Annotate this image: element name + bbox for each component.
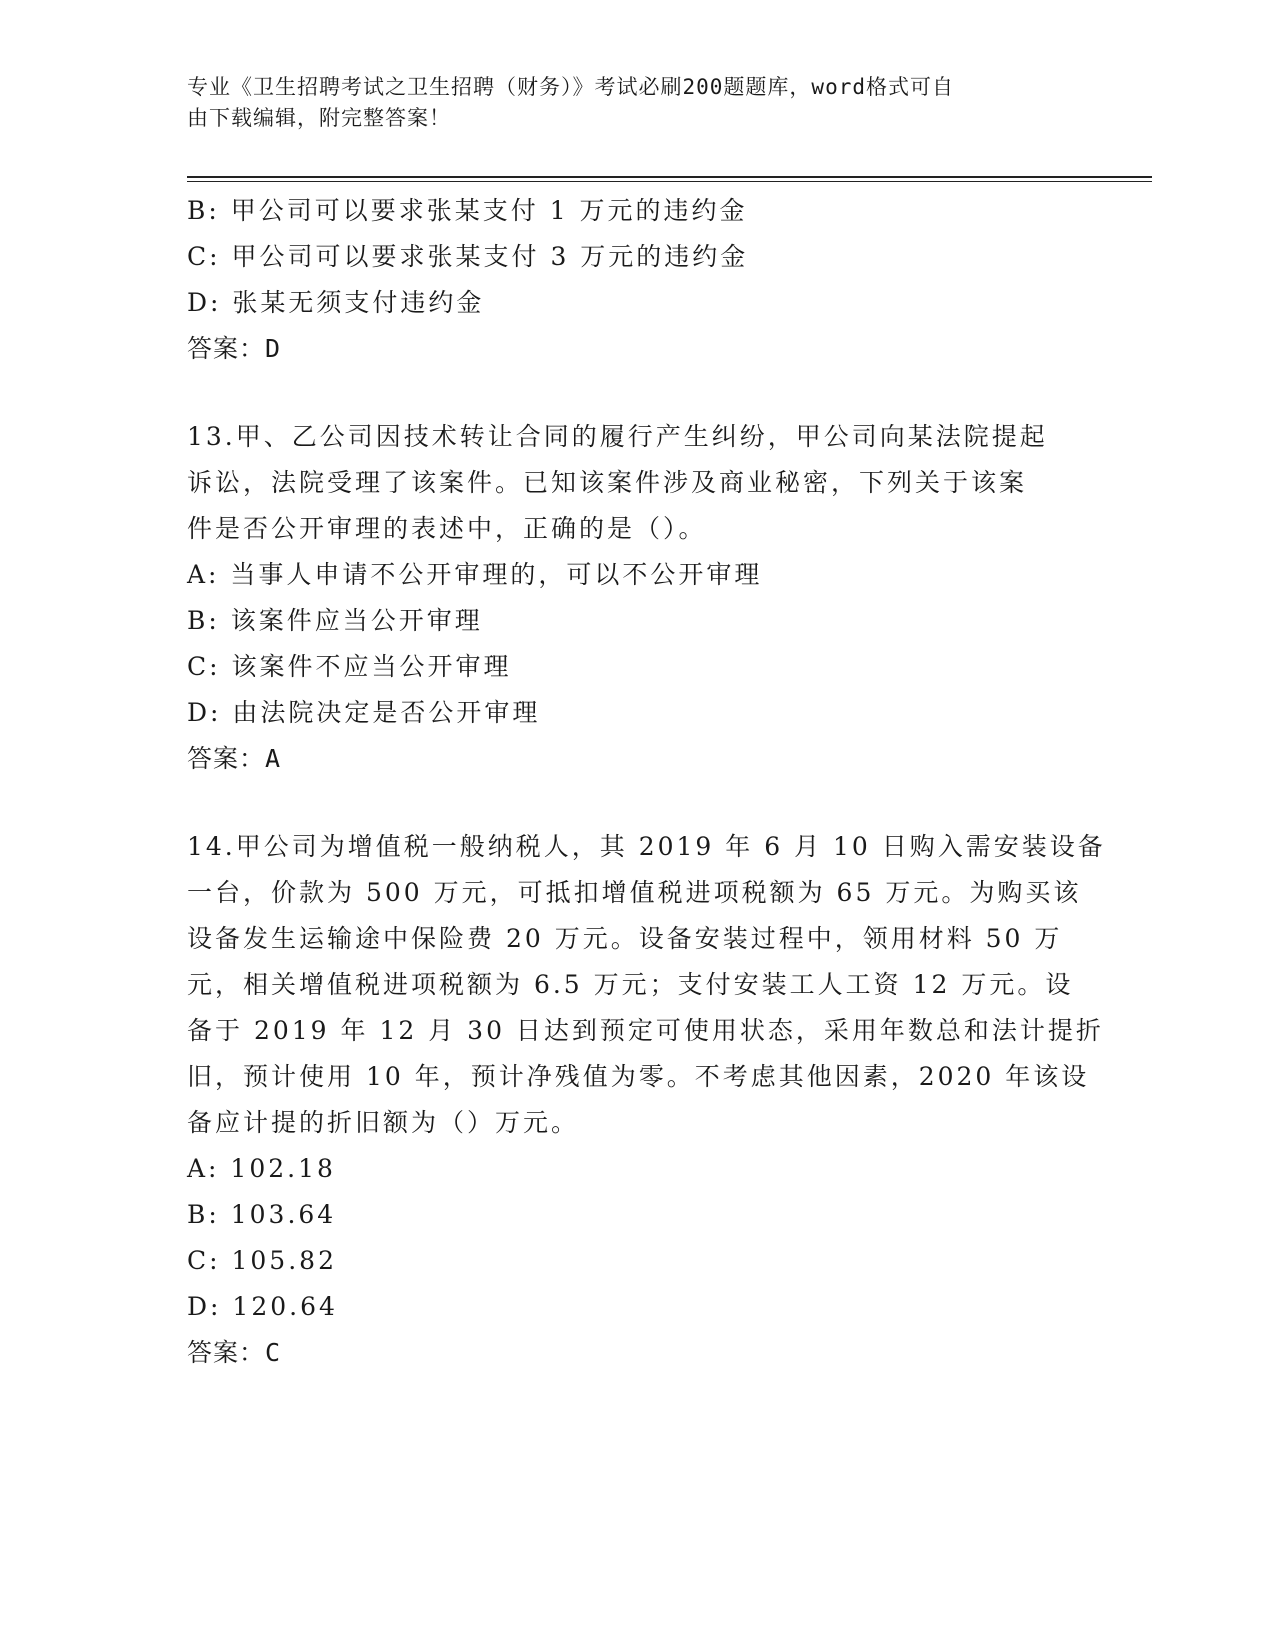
header-line-1: 专业《卫生招聘考试之卫生招聘（财务）》考试必刷200题题库，word格式可自 [187,75,954,99]
question-stem [187,414,1087,552]
question-stem-line: 件是否公开审理的表述中，正确的是（）。 [187,514,707,543]
option-d: D: 由法院决定是否公开审理 [187,698,541,727]
header-line-2: 由下载编辑，附完整答案！ [187,106,451,130]
option-a: A: 102.18 [187,1154,336,1183]
previous-question-tail [187,188,1087,372]
answer-line: 答案：D [187,334,282,363]
option-d: D: 张某无须支付违约金 [187,288,485,317]
question-14 [187,824,1106,1376]
option-c: C: 甲公司可以要求张某支付 3 万元的违约金 [187,242,749,271]
header-divider-thick [187,176,1152,178]
option-b: B: 甲公司可以要求张某支付 1 万元的违约金 [187,196,748,225]
option-b: B: 该案件应当公开审理 [187,606,483,635]
document-body [187,188,1106,1376]
option-b: B: 103.64 [187,1200,337,1229]
question-stem-line: 13.甲、乙公司因技术转让合同的履行产生纠纷，甲公司向某法院提起 [187,422,1048,451]
option-d: D: 120.64 [187,1292,338,1321]
question-stem-line: 14.甲公司为增值税一般纳税人，其 2019 年 6 月 10 日购入需安装设备 [187,832,1106,861]
spacer [187,782,1087,824]
question-stem-line: 旧，预计使用 10 年，预计净残值为零。不考虑其他因素，2020 年该设 [187,1062,1090,1091]
question-stem-line: 诉讼，法院受理了该案件。已知该案件涉及商业秘密，下列关于该案 [187,468,1028,497]
question-stem-line: 一台，价款为 500 万元，可抵扣增值税进项税额为 65 万元。为购买该 [187,878,1082,907]
option-a: A: 当事人申请不公开审理的，可以不公开审理 [187,560,763,589]
question-13 [187,414,1087,782]
question-stem-line: 元，相关增值税进项税额为 6.5 万元；支付安装工人工资 12 万元。设 [187,970,1074,999]
option-c: C: 105.82 [187,1246,337,1275]
document-header [187,72,1067,134]
question-stem [187,824,1106,1146]
option-c: C: 该案件不应当公开审理 [187,652,512,681]
question-stem-line: 设备发生运输途中保险费 20 万元。设备安装过程中，领用材料 50 万 [187,924,1063,953]
header-divider-thin [187,181,1152,182]
answer-line: 答案：C [187,1338,282,1367]
question-stem-line: 备应计提的折旧额为（）万元。 [187,1108,580,1137]
question-stem-line: 备于 2019 年 12 月 30 日达到预定可使用状态，采用年数总和法计提折 [187,1016,1104,1045]
answer-line: 答案：A [187,744,282,773]
spacer [187,372,1087,414]
